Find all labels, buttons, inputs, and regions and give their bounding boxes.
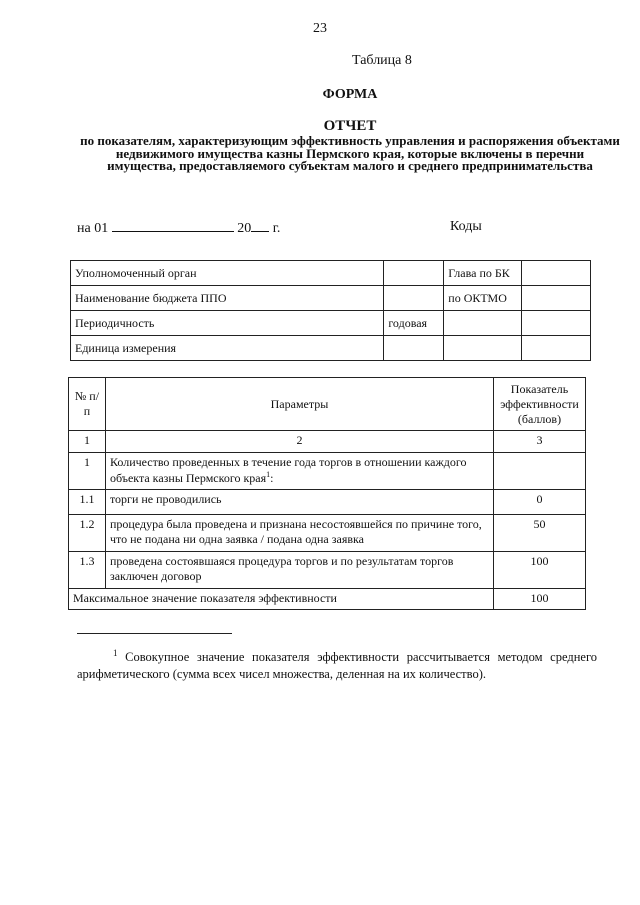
year-prefix: 20 <box>237 221 252 236</box>
header-number-1: 1 <box>69 431 106 453</box>
meta-value[interactable] <box>384 336 444 361</box>
meta-table <box>70 260 591 361</box>
row-score: 0 <box>494 490 586 515</box>
table-label: Таблица 8 <box>352 53 412 68</box>
codes-label: Коды <box>450 219 482 234</box>
code-label: по ОКТМО <box>444 286 522 311</box>
meta-row <box>71 336 591 361</box>
footnote-ref[interactable]: 1 <box>266 470 271 479</box>
row-param: процедура была проведена и признана несостоявшейся по причине того, что не подана ни одна заявка / подана одна заявка <box>105 515 493 552</box>
row-param: проведена состоявшаяся процедура торгов и по результатам торгов заключен договор <box>105 552 493 589</box>
code-label: Глава по БК <box>444 261 522 286</box>
table-header-numbers-row <box>69 431 586 453</box>
code-label <box>444 311 522 336</box>
row-score: 50 <box>494 515 586 552</box>
meta-value[interactable] <box>384 261 444 286</box>
meta-value[interactable] <box>384 286 444 311</box>
code-value[interactable] <box>522 261 591 286</box>
total-score: 100 <box>494 589 586 610</box>
report-title: ОТЧЕТ <box>323 118 377 134</box>
header-number-3: 3 <box>494 431 586 453</box>
meta-row <box>71 286 591 311</box>
row-param: торги не проводились <box>105 490 493 515</box>
table-total-row <box>69 589 586 610</box>
table-row <box>69 515 586 552</box>
header-score: Показатель эффективности (баллов) <box>494 378 586 431</box>
table-row <box>69 490 586 515</box>
header-number-2: 2 <box>105 431 493 453</box>
code-label <box>444 336 522 361</box>
code-value[interactable] <box>522 336 591 361</box>
row-score: 100 <box>494 552 586 589</box>
footnote-mark: 1 <box>113 648 118 658</box>
year-blank[interactable] <box>251 219 269 232</box>
row-param-suffix: : <box>270 471 274 485</box>
table-header-row <box>69 378 586 431</box>
date-prefix: на 01 <box>77 221 109 236</box>
date-line <box>77 219 280 237</box>
footnote <box>77 645 597 683</box>
header-num: № п/п <box>69 378 106 431</box>
row-num: 1.2 <box>69 515 106 552</box>
row-num: 1.3 <box>69 552 106 589</box>
row-num: 1.1 <box>69 490 106 515</box>
meta-row <box>71 311 591 336</box>
code-value[interactable] <box>522 311 591 336</box>
row-param <box>105 453 493 490</box>
meta-row <box>71 261 591 286</box>
meta-label: Уполномоченный орган <box>71 261 384 286</box>
meta-value[interactable]: годовая <box>384 311 444 336</box>
code-value[interactable] <box>522 286 591 311</box>
form-label: ФОРМА <box>322 87 378 102</box>
total-label: Максимальное значение показателя эффективности <box>69 589 494 610</box>
meta-label: Единица измерения <box>71 336 384 361</box>
report-subtitle: по показателям, характеризующим эффективность управления и распоряжения объектами недвижимого имущества казны Пермского края, которые включены в перечни имущества, предоставляемого субъектам малого и среднего предпринимательства <box>80 133 620 173</box>
date-suffix: г. <box>272 221 281 236</box>
efficiency-table <box>68 377 586 610</box>
meta-label: Наименование бюджета ППО <box>71 286 384 311</box>
header-params: Параметры <box>105 378 493 431</box>
footnote-divider <box>77 633 232 634</box>
row-param-text: Количество проведенных в течение года торгов в отношении каждого объекта казны Пермского края <box>109 455 467 485</box>
footnote-text: Совокупное значение показателя эффективности рассчитывается методом среднего арифметического (сумма всех чисел множества, деленная на их количество). <box>77 650 598 682</box>
date-blank[interactable] <box>112 219 234 232</box>
table-row <box>69 453 586 490</box>
page-number: 23 <box>313 21 327 36</box>
meta-label: Периодичность <box>71 311 384 336</box>
row-score <box>494 453 586 490</box>
table-row <box>69 552 586 589</box>
row-num: 1 <box>69 453 106 490</box>
